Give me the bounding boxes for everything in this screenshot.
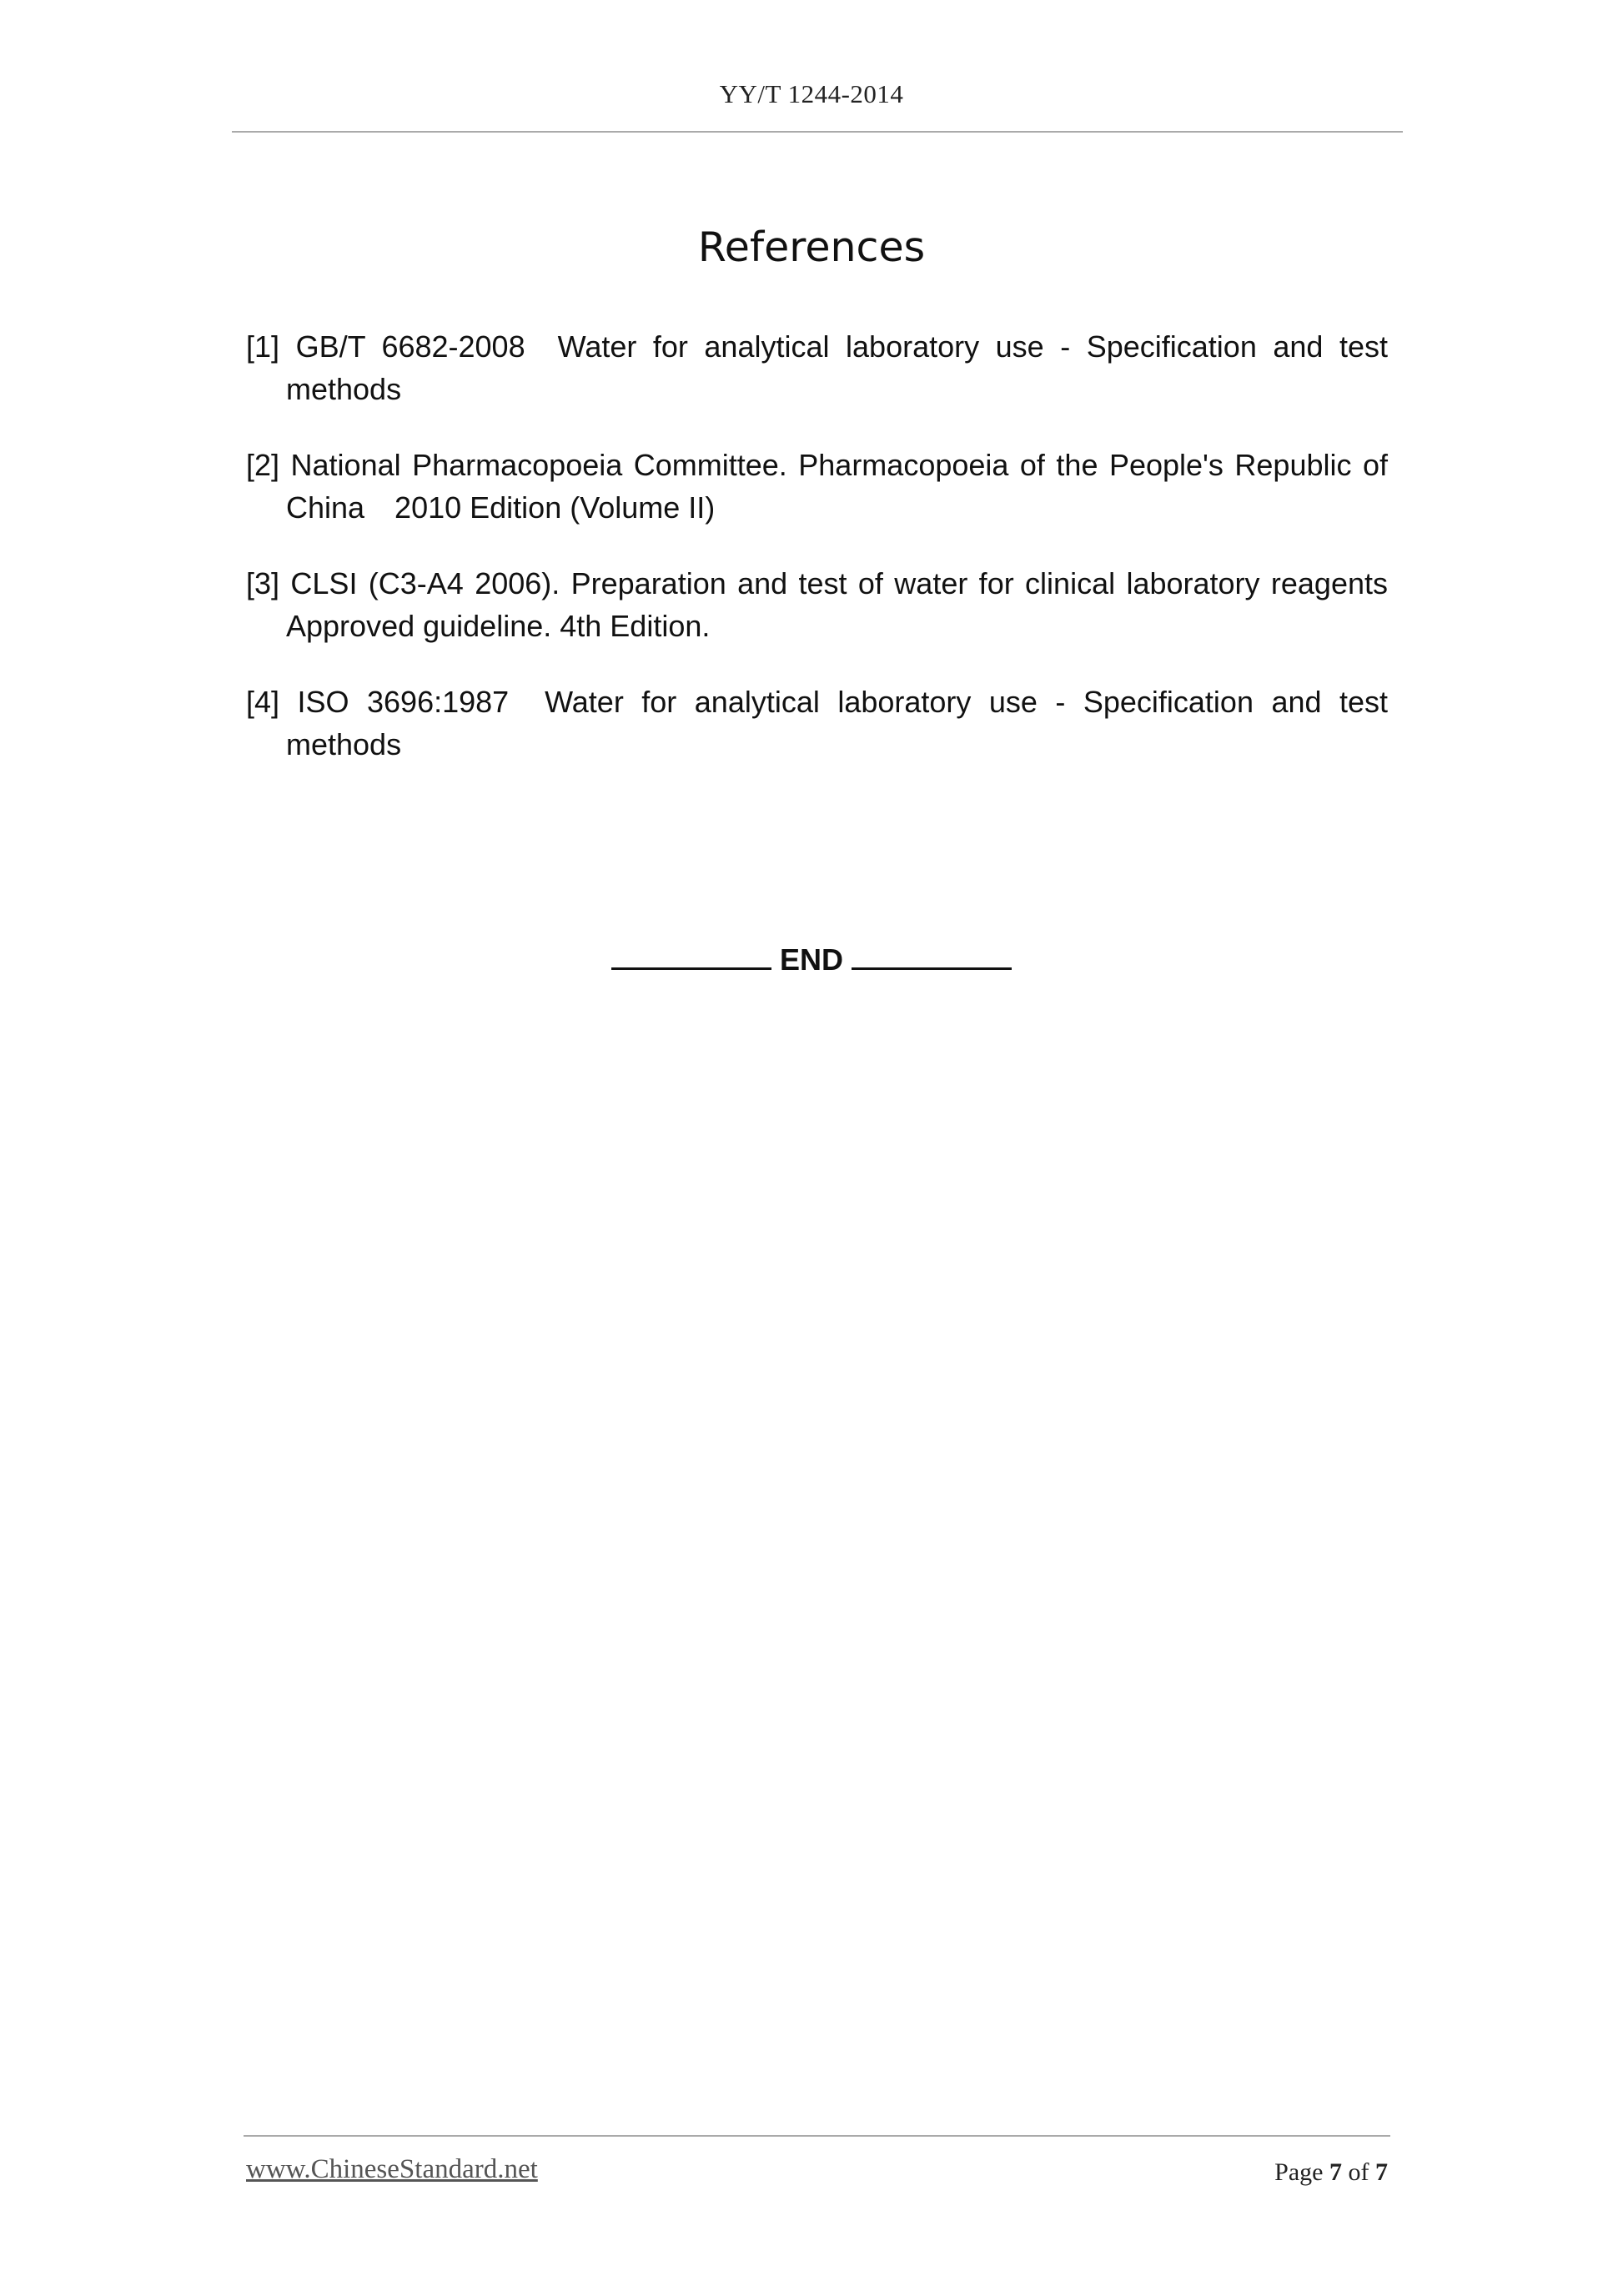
reference-number: [4] [246, 685, 280, 719]
reference-text: National Pharmacopoeia Committee. Pharmacopoeia of the People's Republic of China 2010 Edition (Volume II) [286, 448, 1388, 525]
reference-text: Water for analytical laboratory use - Specification and test methods [286, 685, 1388, 761]
references-list [246, 325, 1388, 799]
reference-number: [2] [246, 448, 280, 482]
page-total: 7 [1375, 2158, 1388, 2186]
reference-code: GB/T 6682-2008 [295, 329, 525, 364]
end-marker [0, 942, 1623, 977]
document-code-header: YY/T 1244-2014 [719, 79, 904, 108]
reference-item-3 [246, 562, 1388, 647]
website-link[interactable]: www.ChineseStandard.net [246, 2154, 538, 2184]
reference-code: ISO 3696:1987 [297, 685, 510, 719]
page-number [1274, 2158, 1388, 2187]
end-rule-right [852, 967, 1012, 970]
reference-item-2 [246, 444, 1388, 529]
end-text: END [779, 942, 843, 977]
reference-number: [3] [246, 566, 280, 600]
footer-divider [244, 2135, 1390, 2137]
reference-text: CLSI (C3-A4 2006). Preparation and test of water for clinical laboratory reagents Approved guideline. 4th Edition. [286, 566, 1388, 643]
page-title: References [697, 224, 926, 271]
reference-item-4 [246, 681, 1388, 766]
reference-item-1 [246, 325, 1388, 410]
end-rule-left [611, 967, 771, 970]
header-divider [232, 131, 1403, 133]
reference-number: [1] [246, 329, 280, 364]
page-of: of [1348, 2158, 1369, 2186]
page-current: 7 [1329, 2158, 1342, 2186]
reference-text: Water for analytical laboratory use - Specification and test methods [286, 329, 1388, 406]
page-prefix: Page [1274, 2158, 1324, 2186]
